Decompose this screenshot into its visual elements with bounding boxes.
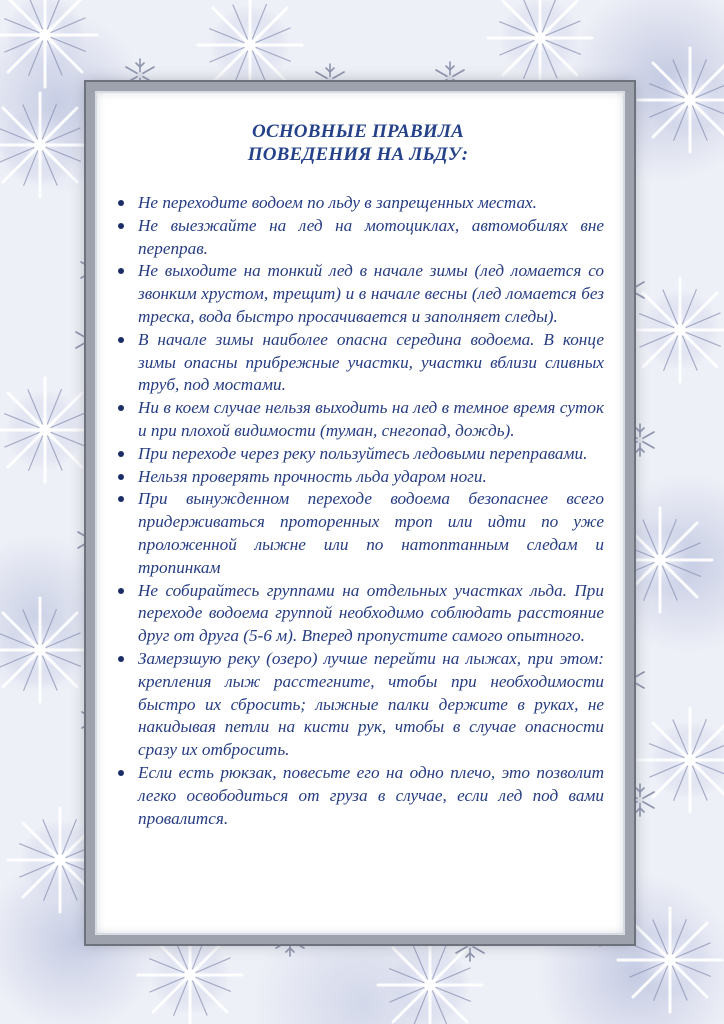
rule-text: Не переходите водоем по льду в запрещенных местах.	[138, 193, 537, 212]
title-line-1: ОСНОВНЫЕ ПРАВИЛА	[252, 121, 464, 142]
rule-text: Не выезжайте на лед на мотоциклах, автомобилях вне переправ.	[138, 215, 604, 258]
bullet-icon	[118, 268, 124, 274]
rule-text: Не собирайтесь группами на отдельных участках льда. При переходе водоема группой необходимо соблюдать расстояние друг от друга (5-6 м). Вперед пропустите самого опытного.	[138, 580, 604, 646]
rule-text: Если есть рюкзак, повесьте его на одно плечо, это позволит легко освободиться от груза в случае, если лед под вами провалится.	[138, 762, 604, 828]
snowflake-star-icon	[488, 0, 592, 90]
rule-text: Нельзя проверять прочность льда ударом ноги.	[138, 466, 487, 486]
rule-text: Замерзшую реку (озеро) лучше перейти на лыжах, при этом: крепления лыж расстегните, чтобы при необходимости быстро их сбросить; лыжные палки держите в руках, не накидывая петли на кисти рук, чтобы в случае опасности сразу их отбросить.	[138, 648, 604, 760]
list-item	[112, 466, 604, 489]
bullet-icon	[118, 223, 124, 229]
rule-text: Ни в коем случае нельзя выходить на лед в темное время суток и при плохой видимости (туман, снегопад, дождь).	[138, 398, 604, 440]
bullet-icon	[118, 405, 124, 411]
bullet-icon	[118, 200, 124, 206]
snowflake-star-icon	[0, 378, 97, 482]
rule-text: В начале зимы наиболее опасна середина водоема. В конце зимы опасны прибрежные участки, участки вблизи сливных труб, под мостами.	[138, 329, 604, 395]
bullet-icon	[118, 451, 124, 457]
rule-text: При переходе через реку пользуйтесь ледовыми переправами.	[138, 443, 588, 463]
list-item	[112, 215, 604, 261]
snowflake-star-icon	[0, 93, 92, 197]
snowflake-star-icon	[638, 708, 724, 812]
rules-document	[112, 120, 604, 830]
list-item	[112, 260, 604, 328]
snowflake-star-icon	[638, 48, 724, 152]
list-item	[112, 488, 604, 579]
list-item	[112, 397, 604, 443]
bullet-icon	[118, 656, 124, 662]
bullet-icon	[118, 337, 124, 343]
list-item	[112, 648, 604, 762]
page-title	[112, 120, 604, 166]
rules-list	[112, 192, 604, 830]
bullet-icon	[118, 496, 124, 502]
rule-text: Не выходите на тонкий лед в начале зимы (лед ломается со звонким хрустом, трещит) и в начале весны (лед ломается без треска, вода быстро просачивается и заполняет следы).	[138, 261, 604, 326]
snowflake-star-icon	[0, 0, 97, 87]
bullet-icon	[118, 588, 124, 594]
bullet-icon	[118, 770, 124, 776]
list-item	[112, 762, 604, 830]
snowflake-star-icon	[628, 278, 724, 382]
list-item	[112, 443, 604, 466]
list-item	[112, 580, 604, 648]
list-item	[112, 192, 604, 215]
bullet-icon	[118, 474, 124, 480]
title-line-2: ПОВЕДЕНИЯ НА ЛЬДУ:	[247, 144, 469, 165]
snowflake-star-icon	[0, 598, 92, 702]
rule-text: При вынужденном переходе водоема безопаснее всего придерживаться проторенных троп или идти по уже проложенной лыжне или по натоптанным следам и тропинкам	[138, 489, 604, 577]
list-item	[112, 329, 604, 397]
